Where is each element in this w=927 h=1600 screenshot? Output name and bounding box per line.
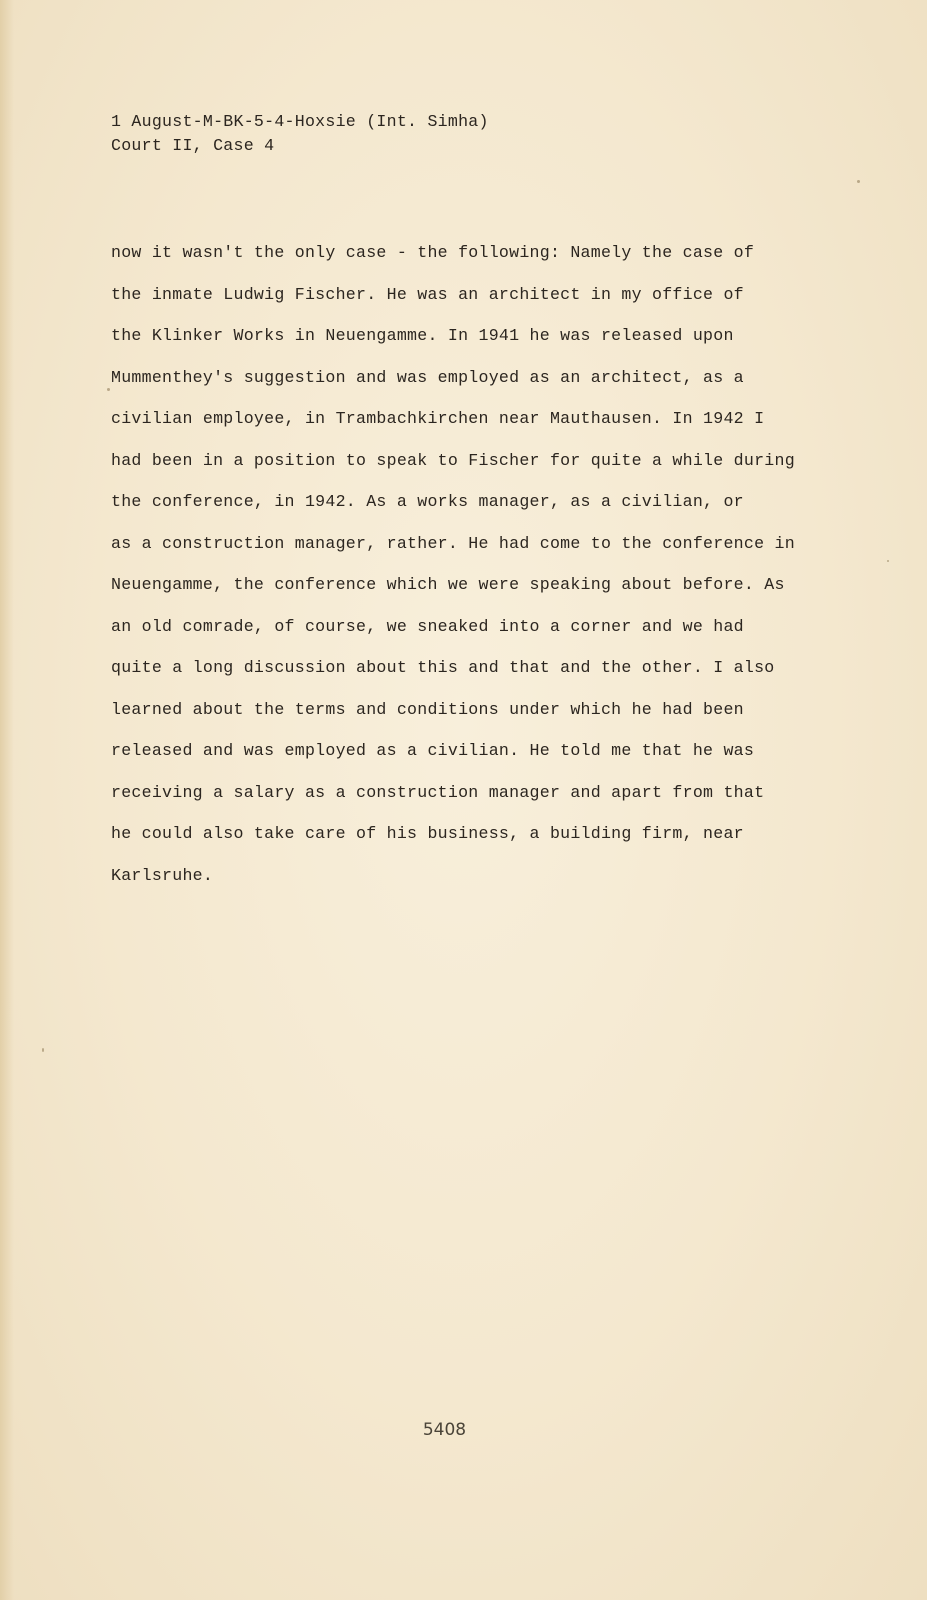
body-line: Neuengamme, the conference which we were speaking about before. As: [111, 575, 785, 594]
body-line: Mummenthey's suggestion and was employed as an architect, as a: [111, 367, 744, 387]
page-number: 5408: [422, 1420, 467, 1440]
paper-speck: [857, 180, 860, 183]
body-line: quite a long discussion about this and that and the other. I also: [111, 658, 775, 677]
paper-speck: [107, 388, 110, 391]
body-line: the conference, in 1942. As a works manager, as a civilian, or: [111, 492, 744, 511]
body-line: Karlsruhe.: [111, 865, 214, 885]
header-line-1: 1 August-M-BK-5-4-Hoxsie (Int. Simha): [111, 112, 489, 131]
paper-speck: [887, 560, 889, 562]
document-header: [111, 110, 489, 158]
body-line: the Klinker Works in Neuengamme. In 1941 he was released upon: [111, 326, 734, 345]
body-line: had been in a position to speak to Fischer for quite a while during: [111, 450, 795, 470]
body-line: he could also take care of his business, a building firm, near: [111, 824, 744, 843]
document-body: [111, 232, 811, 896]
body-line: civilian employee, in Trambachkirchen near Mauthausen. In 1942 I: [111, 409, 765, 428]
body-line: as a construction manager, rather. He had come to the conference in: [111, 533, 795, 553]
body-line: an old comrade, of course, we sneaked into a corner and we had: [111, 616, 744, 636]
body-line: receiving a salary as a construction manager and apart from that: [111, 782, 765, 802]
body-line: released and was employed as a civilian. He told me that he was: [111, 741, 755, 760]
body-line: now it wasn't the only case - the following: Namely the case of: [111, 243, 755, 262]
paper-speck: [42, 1048, 44, 1052]
body-line: the inmate Ludwig Fischer. He was an architect in my office of: [111, 284, 744, 304]
header-line-2: Court II, Case 4: [111, 136, 275, 155]
body-line: learned about the terms and conditions under which he had been: [111, 699, 744, 719]
